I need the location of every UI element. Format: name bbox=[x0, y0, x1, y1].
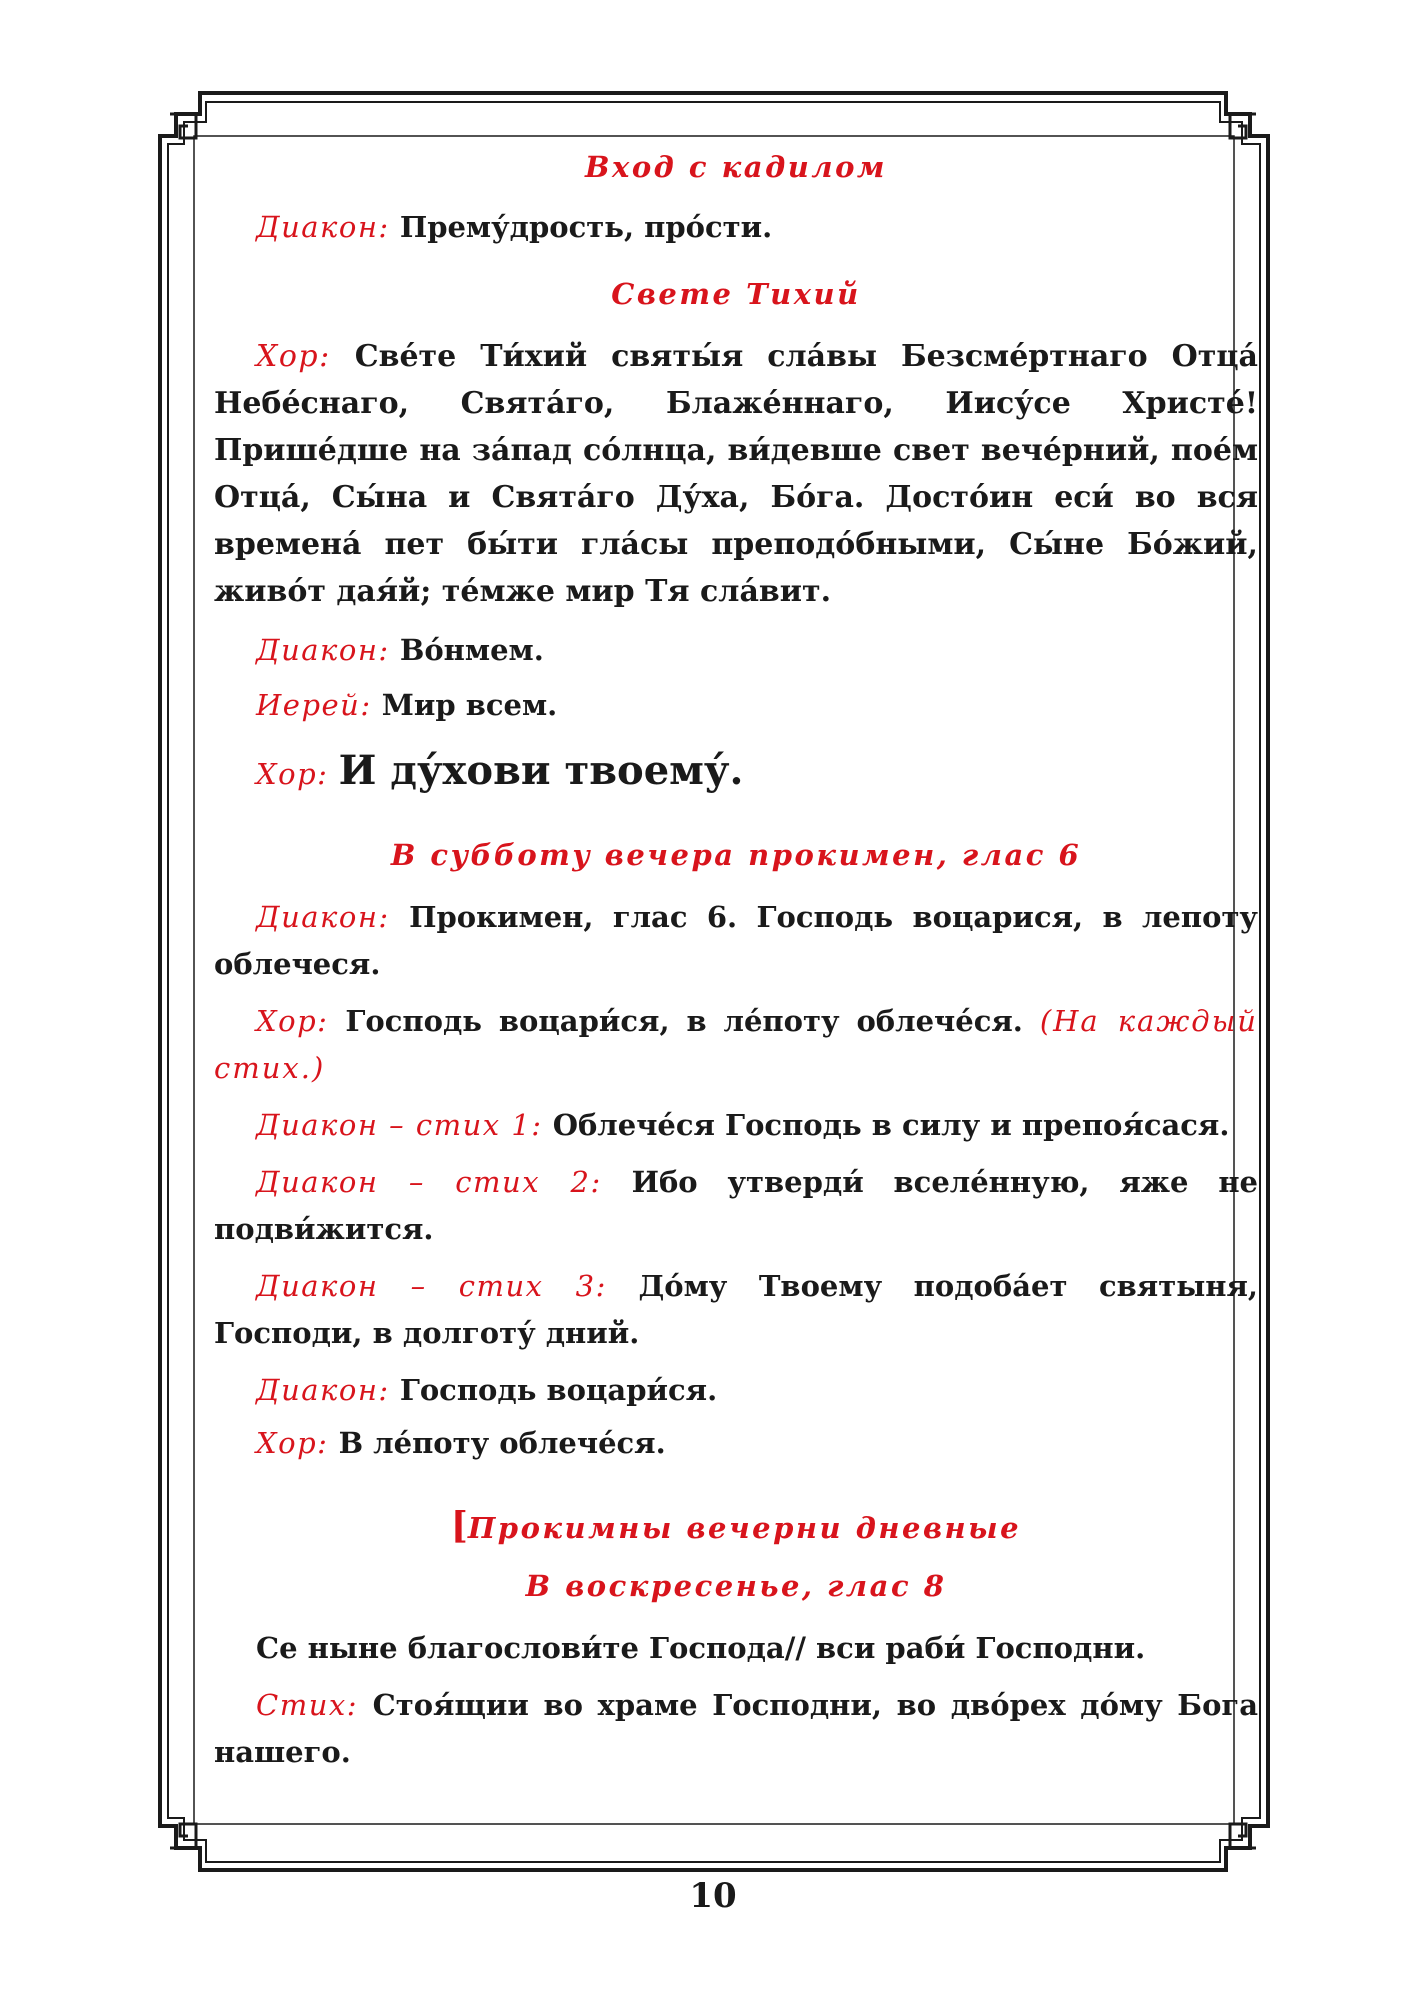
paragraph-hymn bbox=[214, 333, 1258, 615]
paragraph-choir-majesty bbox=[214, 1420, 1258, 1467]
role-label: Диакон: bbox=[256, 210, 390, 244]
hymn-text: Све́те Ти́хий святы́я сла́вы Безсме́ртнаго Отца́ Небе́снаго, Свята́го, Блаже́ннаго, Иису́се Христе́! Прише́дше на за́пад со́лнца, ви́девше свет вече́рний, пое́м Отца́, Сы́на и Свята́го Ду́ха, Бо́га. Досто́ин еси́ во вся времена́ пет бы́ти гла́сы преподо́бными, Сы́не Бо́жий, живо́т дая́й; те́мже мир Тя сла́вит. bbox=[214, 339, 1258, 609]
spoken-text: До́му Твоему подоба́ет святыня, Господи, в долготу́ дний. bbox=[214, 1269, 1259, 1350]
spoken-text: В ле́поту облече́ся. bbox=[338, 1426, 666, 1460]
paragraph-verse-3 bbox=[214, 1263, 1258, 1357]
role-label: Диакон – стих 3: bbox=[256, 1269, 607, 1303]
role-label: Диакон – стих 1: bbox=[256, 1108, 543, 1142]
heading-prokimenon: В субботу вечера прокимен, глас 6 bbox=[390, 838, 1082, 872]
paragraph-deacon-reigns bbox=[214, 1367, 1258, 1414]
heading-entrance: Вход с кадилом bbox=[585, 150, 887, 184]
spoken-text: Облече́ся Господь в силу и препоя́сася. bbox=[552, 1108, 1230, 1142]
paragraph-verse-1 bbox=[214, 1102, 1258, 1149]
rubric-note: (На каждый стих.) bbox=[214, 1004, 1258, 1085]
role-label: Хор: bbox=[256, 339, 331, 374]
spoken-text: Господь воцари́ся. bbox=[399, 1373, 718, 1407]
paragraph-priest-peace bbox=[214, 682, 1258, 729]
spoken-text: Се ныне благослови́те Господа// вси раби́ Господни. bbox=[256, 1631, 1146, 1665]
spoken-text: И ду́хови твоему́. bbox=[338, 747, 744, 794]
role-label: Стих: bbox=[256, 1688, 358, 1722]
paragraph-deacon-attend bbox=[214, 627, 1258, 674]
role-label: Хор: bbox=[256, 1004, 329, 1038]
paragraph-choir-prokimenon bbox=[214, 998, 1258, 1092]
heading-daily-prokimena bbox=[214, 1505, 1258, 1547]
paragraph-choir-spirit bbox=[214, 743, 1258, 802]
paragraph-bless-lord bbox=[214, 1625, 1258, 1672]
page-number: 10 bbox=[689, 1876, 737, 1916]
paragraph-deacon-prokimenon bbox=[214, 894, 1258, 988]
paragraph-verse-stand bbox=[214, 1682, 1258, 1776]
heading-svete-tikhiy: Свете Тихий bbox=[611, 277, 861, 311]
bracket-mark: [ bbox=[450, 1505, 468, 1547]
spoken-text: Во́нмем. bbox=[399, 633, 544, 667]
role-label: Иерей: bbox=[256, 688, 372, 722]
paragraph-deacon-wisdom bbox=[214, 204, 1258, 251]
role-label: Хор: bbox=[256, 757, 329, 791]
role-label: Хор: bbox=[256, 1426, 329, 1460]
liturgical-text bbox=[214, 142, 1258, 1776]
spoken-text: Стоя́щии во храме Господни, во дво́рех до́му Бога нашего. bbox=[214, 1688, 1258, 1769]
role-label: Диакон: bbox=[256, 900, 390, 934]
heading-text: Прокимны вечерни дневные bbox=[467, 1511, 1022, 1545]
heading-sunday: В воскресенье, глас 8 bbox=[525, 1569, 947, 1603]
role-label: Диакон: bbox=[256, 1373, 390, 1407]
paragraph-verse-2 bbox=[214, 1159, 1258, 1253]
spoken-text: Прему́дрость, про́сти. bbox=[399, 210, 773, 244]
spoken-text: Мир всем. bbox=[381, 688, 558, 722]
spoken-text: Господь воцари́ся, в ле́поту облече́ся. bbox=[345, 1004, 1023, 1038]
role-label: Диакон – стих 2: bbox=[256, 1165, 602, 1199]
role-label: Диакон: bbox=[256, 633, 390, 667]
spoken-text: Ибо утверди́ вселе́нную, яже не подви́жится. bbox=[214, 1165, 1258, 1246]
spoken-text: Прокимен, глас 6. Господь воцарися, в лепоту облечеся. bbox=[214, 900, 1258, 981]
